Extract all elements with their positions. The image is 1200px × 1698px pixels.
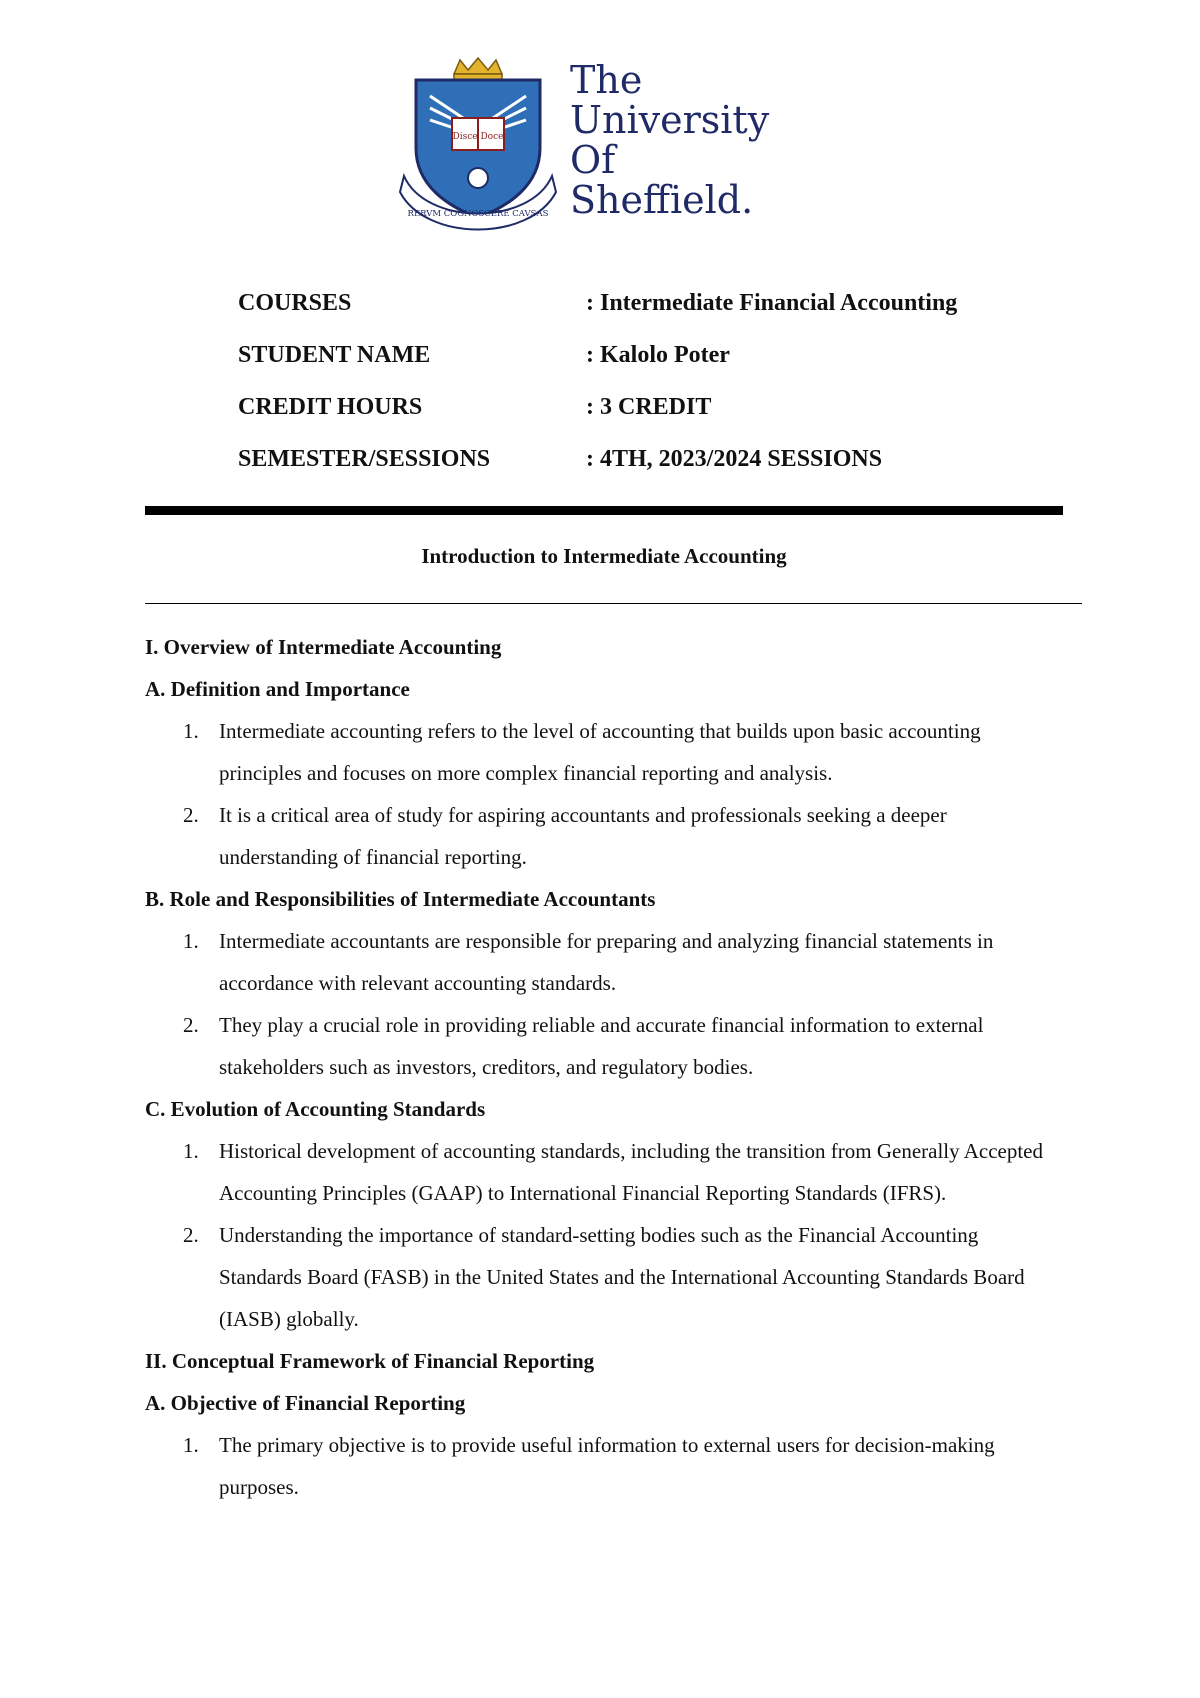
list-text: The primary objective is to provide useful information to external users for decision-making purposes. xyxy=(219,1433,995,1499)
list-number: 2. xyxy=(183,803,199,827)
university-crest-icon xyxy=(396,56,560,234)
list-number: 2. xyxy=(183,1013,199,1037)
subsection-heading: C. Evolution of Accounting Standards xyxy=(145,1097,486,1121)
list-item xyxy=(145,1130,1065,1214)
course-info xyxy=(238,290,1058,498)
list-text: Intermediate accounting refers to the level of accounting that builds upon basic accounting principles and focuses on more complex financial reporting and analysis. xyxy=(219,719,981,785)
document-body xyxy=(145,626,1065,1508)
info-row-courses xyxy=(238,290,1058,342)
list-item xyxy=(145,1214,1065,1340)
thick-divider xyxy=(145,506,1063,515)
wordmark-line: The xyxy=(570,58,643,102)
university-logo xyxy=(396,56,776,234)
list-text: Historical development of accounting standards, including the transition from Generally Accepted Accounting Principles (GAAP) to International Financial Reporting Standards (IFRS). xyxy=(219,1139,1044,1205)
subsection-heading: A. Objective of Financial Reporting xyxy=(145,1391,466,1415)
wordmark-line: Sheffield. xyxy=(570,178,754,222)
info-value: : Kalolo Poter xyxy=(586,342,730,368)
motto-text: RERVM COGNOSCERE CAVSAS xyxy=(407,209,549,219)
subsection-heading: A. Definition and Importance xyxy=(145,677,410,701)
info-value: : 4TH, 2023/2024 SESSIONS xyxy=(586,446,883,472)
section-heading: II. Conceptual Framework of Financial Reporting xyxy=(145,1349,595,1373)
list-text: Understanding the importance of standard-setting bodies such as the Financial Accounting Standards Board (FASB) in the United States and the International Accounting Standards Board (IASB) globally. xyxy=(219,1223,1025,1331)
crown-icon xyxy=(454,58,502,82)
wordmark-line: Of xyxy=(570,138,616,182)
info-value: : 3 CREDIT xyxy=(586,394,712,420)
list-text: They play a crucial role in providing reliable and accurate financial information to external stakeholders such as investors, creditors, and regulatory bodies. xyxy=(219,1013,984,1079)
university-wordmark xyxy=(570,60,769,220)
wordmark-line: University xyxy=(570,98,770,142)
thin-divider xyxy=(145,603,1082,604)
document-title: Introduction to Intermediate Accounting xyxy=(421,544,787,568)
rose-icon xyxy=(468,168,488,188)
list-number: 2. xyxy=(183,1223,199,1247)
list-item xyxy=(145,794,1065,878)
list-text: It is a critical area of study for aspiring accountants and professionals seeking a deeper understanding of financial reporting. xyxy=(219,803,947,869)
list-item xyxy=(145,1004,1065,1088)
info-value: : Intermediate Financial Accounting xyxy=(586,290,958,316)
list-number: 1. xyxy=(183,1139,199,1163)
list-text: Intermediate accountants are responsible for preparing and analyzing financial statements in accordance with relevant accounting standards. xyxy=(219,929,994,995)
subsection-heading: B. Role and Responsibilities of Intermediate Accountants xyxy=(145,887,656,911)
info-label: CREDIT HOURS xyxy=(238,394,423,420)
list-item xyxy=(145,920,1065,1004)
list-number: 1. xyxy=(183,929,199,953)
list-number: 1. xyxy=(183,719,199,743)
list-item xyxy=(145,1424,1065,1508)
section-heading: I. Overview of Intermediate Accounting xyxy=(145,635,502,659)
crest-book-text: Disce Doce xyxy=(452,132,504,142)
list-number: 1. xyxy=(183,1433,199,1457)
info-label: STUDENT NAME xyxy=(238,342,431,368)
info-label: SEMESTER/SESSIONS xyxy=(238,446,491,472)
list-item xyxy=(145,710,1065,794)
info-label: COURSES xyxy=(238,290,352,316)
info-row-credit-hours xyxy=(238,394,1058,446)
info-row-student-name xyxy=(238,342,1058,394)
info-row-semester xyxy=(238,446,1058,498)
